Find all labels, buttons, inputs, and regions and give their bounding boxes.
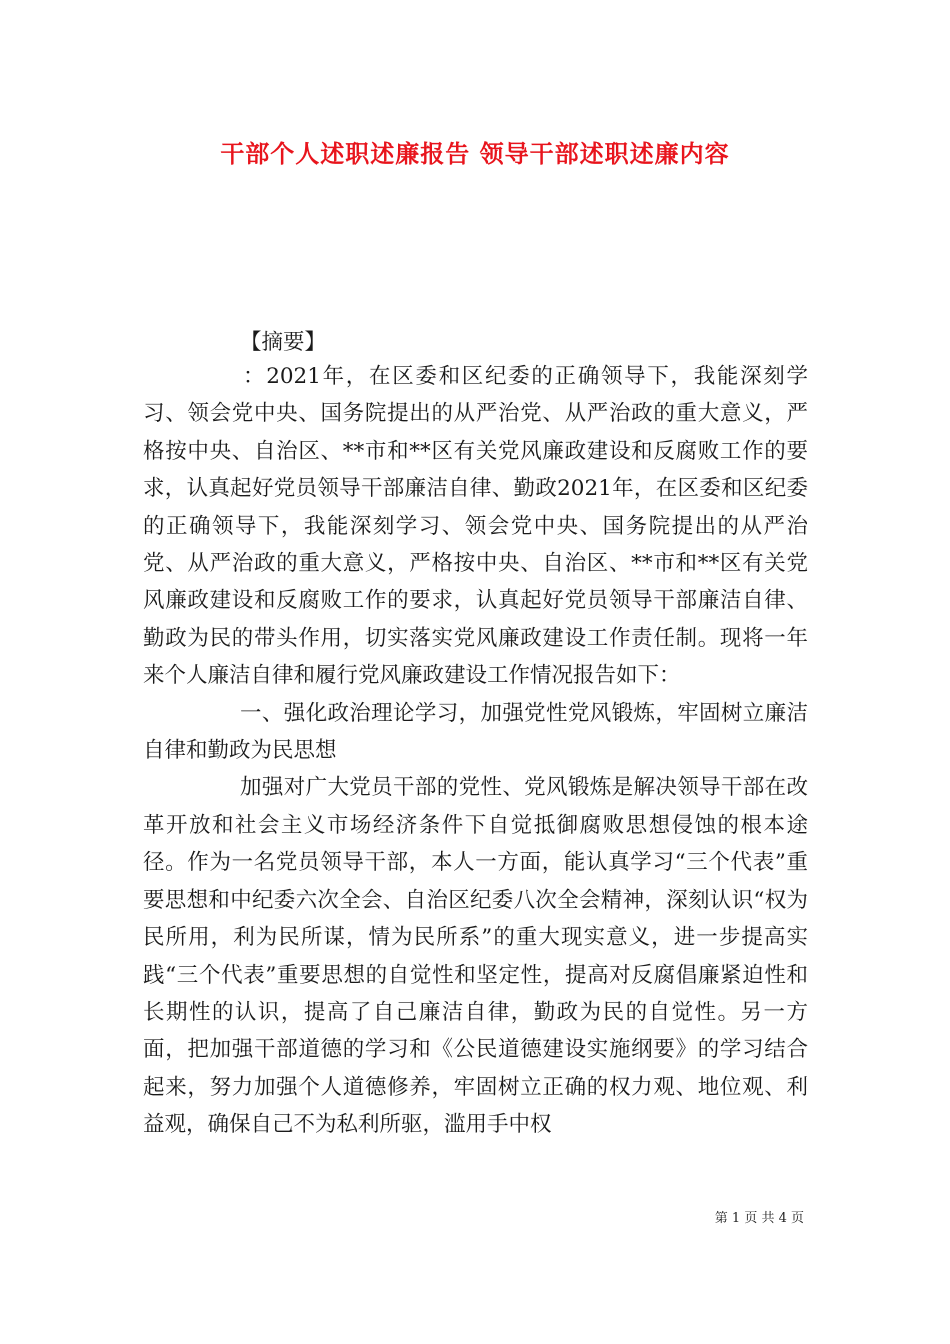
- document-title: 干部个人述职述廉报告 领导干部述职述廉内容: [220, 139, 730, 168]
- abstract-label: 【摘要】: [240, 330, 327, 355]
- page-number: 第 1 页 共 4 页: [714, 1211, 804, 1226]
- abstract-paragraph: ：2021年，在区委和区纪委的正确领导下，我能深刻学习、领会党中央、国务院提出的从严治党、从严治政的重大意义，严格按中央、自治区、**市和**区有关党风廉政建设和反腐败工作的要求，认真起好党员领导干部廉洁自律、勤政2021年，在区委和区纪委的正确领导下，我能深刻学习、领会党中央、国务院提出的从严治党、从严治政的重大意义，严格按中央、自治区、**市和**区有关党风廉政建设和反腐败工作的要求，认真起好党员领导干部廉洁自律、勤政为民的带头作用，切实落实党风廉政建设工作责任制。现将一年来个人廉洁自律和履行党风廉政建设工作情况报告如下：: [143, 364, 808, 689]
- document-body: [143, 358, 808, 1144]
- body-paragraph: 加强对广大党员干部的党性、党风锻炼是解决领导干部在改革开放和社会主义市场经济条件下自觉抵御腐败思想侵蚀的根本途径。作为一名党员领导干部，本人一方面，能认真学习“三个代表”重要思想和中纪委六次全会、自治区纪委八次全会精神，深刻认识“权为民所用，利为民所谋，情为民所系”的重大现实意义，进一步提高实践“三个代表”重要思想的自觉性和坚定性，提高对反腐倡廉紧迫性和长期性的认识，提高了自己廉洁自律，勤政为民的自觉性。另一方面，把加强干部道德的学习和《公民道德建设实施纲要》的学习结合起来，努力加强个人道德修养，牢固树立正确的权力观、地位观、利益观，确保自己不为私利所驱，滥用手中权: [143, 775, 808, 1138]
- section-heading-1: 一、强化政治理论学习，加强党性党风锻炼，牢固树立廉洁自律和勤政为民思想: [143, 700, 808, 764]
